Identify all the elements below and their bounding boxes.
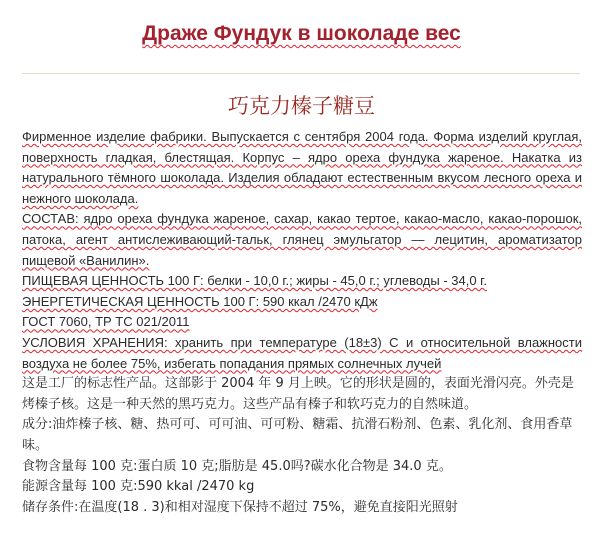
cn-energy: 能源含量每 100 克:590 kkal /2470 kg	[22, 479, 255, 495]
ru-energy: ЭНЕРГЕТИЧЕСКАЯ ЦЕННОСТЬ 100 Г: 590 ккал /2470 кДж	[22, 293, 378, 309]
cn-description: 这是工厂的标志性产品。这部影于 2004 年 9 月上映。它的形状是圆的，表面光滑闪亮。外壳是烤榛子核。这是一种天然的黑巧克力。这些产品有榛子和软巧克力的自然味道。	[22, 376, 574, 412]
ru-storage: УСЛОВИЯ ХРАНЕНИЯ: хранить при температуре (18±3) С и относительной влажности воздуха не более 75%, избегать попадания прямых солнечных лучей	[22, 334, 582, 371]
product-description	[22, 127, 582, 518]
ru-nutrition: ПИЩЕВАЯ ЦЕННОСТЬ 100 Г: белки - 10,0 г.; жиры - 45,0 г.; углеводы - 34,0 г.	[22, 273, 487, 289]
title-divider	[22, 73, 580, 74]
cn-composition: 成分:油炸榛子核、糖、热可可、可可油、可可粉、糖霜、抗滑石粉剂、色素、乳化剂、食用香草味。	[22, 417, 573, 453]
cn-nutrition: 食物含量每 100 克:蛋白质 10 克;脂肪是 45.0吗?碳水化合物是 34.0 克。	[22, 458, 452, 474]
ru-standard: ГОСТ 7060, ТР ТС 021/2011	[22, 314, 190, 330]
cn-storage: 储存条件:在温度(18 . 3)和相对湿度下保持不超过 75%，避免直接阳光照射	[22, 499, 458, 515]
page-title: Драже Фундук в шоколаде вес	[142, 22, 461, 45]
ru-composition: СОСТАВ: ядро ореха фундука жареное, сахар, какао тертое, какао-масло, какао-порошок, патока, агент антислеживающий-тальк, глянец эмульгатор — лецитин, ароматизатор пищевой «Ванилин».	[22, 211, 582, 268]
chinese-subtitle: 巧克力榛子糖豆	[228, 94, 375, 118]
ru-description: Фирменное изделие фабрики. Выпускается с сентября 2004 года. Форма изделий круглая, поверхность гладкая, блестящая. Корпус – ядро ореха фундука жареное. Накатка из натурального тёмного шоколада. Изделия обладают естественным вкусом лесного ореха и нежного шоколада.	[22, 129, 582, 206]
